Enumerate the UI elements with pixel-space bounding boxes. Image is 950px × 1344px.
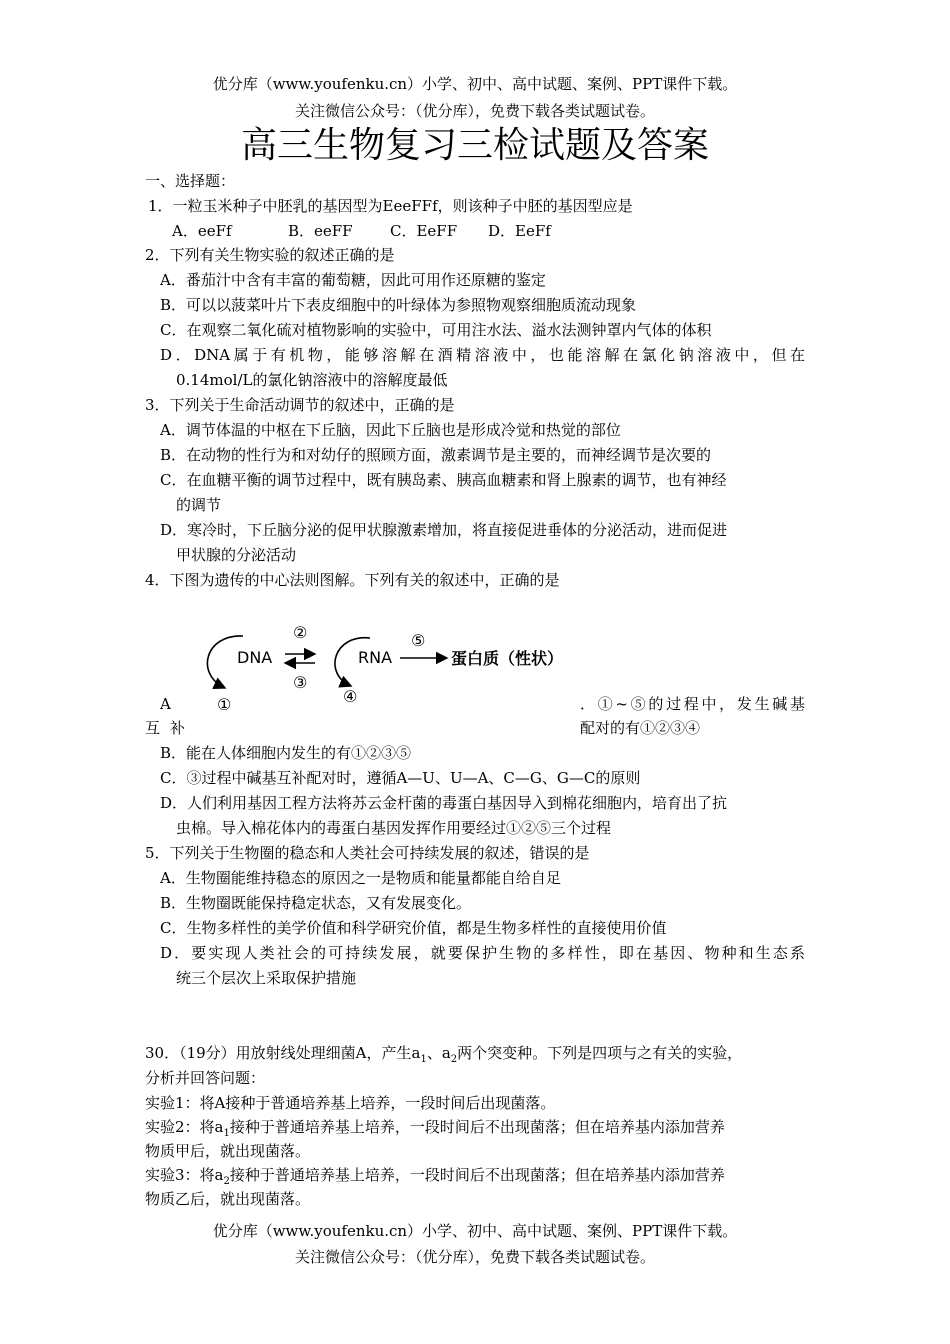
- section-heading: 一、选择题：: [145, 172, 236, 190]
- q3-option-c-line2: 的调节: [176, 496, 222, 514]
- q4-stem: 4．下图为遗传的中心法则图解。下列有关的叙述中，正确的是: [145, 571, 560, 589]
- q4-option-a-text-line2: 配对的有①②③④: [580, 719, 701, 737]
- q5-option-d-line2: 统三个层次上采取保护措施: [176, 969, 357, 987]
- q3-option-b: B．在动物的性行为和对幼仔的照顾方面，激素调节是主要的，而神经调节是次要的: [160, 446, 712, 464]
- q5-option-a: A．生物圈能维持稳态的原因之一是物质和能量都能自给自足: [160, 869, 561, 887]
- q2-option-d-line2: 0.14mol/L的氯化钠溶液中的溶解度最低: [176, 371, 448, 389]
- process-4-label: ④: [343, 687, 358, 706]
- q5-option-d-line1: D．要实现人类社会的可持续发展，就要保护生物的多样性，即在基因、物种和生态系: [160, 944, 805, 962]
- footer-line-2: 关注微信公众号：（优分库），免费下载各类试题试卷。: [294, 1248, 655, 1266]
- header-line-2: 关注微信公众号：（优分库），免费下载各类试题试卷。: [294, 102, 655, 120]
- header-line-1: 优分库（www.youfenku.cn）小学、初中、高中试题、案例、PPT课件下载。: [212, 75, 738, 93]
- dna-label: DNA: [237, 648, 273, 667]
- q2-option-c: C．在观察二氧化硫对植物影响的实验中，可用注水法、溢水法测钟罩内气体的体积: [160, 321, 712, 339]
- q3-option-c-line1: C．在血糖平衡的调节过程中，既有胰岛素、胰高血糖素和肾上腺素的调节，也有神经: [160, 471, 727, 489]
- q1-option-b: B．eeFF: [288, 222, 353, 240]
- q30-experiment-2: 实验2：将$a_1$接种于普通培养基上培养，一段时间后不出现菌落；但在培养基内添加营养: [145, 1118, 725, 1139]
- q30-experiment-1: 实验1：将A接种于普通培养基上培养，一段时间后出现菌落。: [145, 1094, 556, 1112]
- q2-option-b: B．可以以菠菜叶片下表皮细胞中的叶绿体为参照物观察细胞质流动现象: [160, 296, 637, 314]
- q3-option-a: A．调节体温的中枢在下丘脑，因此下丘脑也是形成冷觉和热觉的部位: [160, 421, 621, 439]
- q30-experiment-3-line2: 物质乙后，就出现菌落。: [145, 1190, 311, 1208]
- process-1-label: ①: [217, 695, 232, 714]
- q5-option-b: B．生物圈既能保持稳定状态，又有发展变化。: [160, 894, 472, 912]
- rna-label: RNA: [358, 648, 393, 667]
- q1-option-d: D．EeFf: [488, 222, 551, 240]
- q3-option-d-line2: 甲状腺的分泌活动: [176, 546, 297, 564]
- q30-stem: 30．（19分）用放射线处理细菌A，产生$a_1$、$a_2$两个突变种。下列是四项与之有关的实验，: [145, 1044, 743, 1065]
- q3-option-d-line1: D．寒冷时，下丘脑分泌的促甲状腺激素增加，将直接促进垂体的分泌活动，进而促进: [160, 521, 728, 539]
- q30-stem-line2: 分析并回答问题：: [145, 1069, 266, 1087]
- q4-option-a-text: ．①~⑤的过程中，发生碱基: [580, 695, 805, 713]
- page-title: 高三生物复习三检试题及答案: [240, 125, 709, 166]
- process-3-label: ③: [293, 673, 308, 692]
- q1-option-c: C．EeFF: [390, 222, 458, 240]
- q4-option-a-letter: A: [160, 695, 171, 713]
- q2-stem: 2．下列有关生物实验的叙述正确的是: [145, 246, 395, 264]
- q3-stem: 3．下列关于生命活动调节的叙述中，正确的是: [145, 396, 455, 414]
- q4-option-c: C．③过程中碱基互补配对时，遵循A—U、U—A、C—G、G—C的原则: [160, 769, 641, 787]
- q5-option-c: C．生物多样性的美学价值和科学研究价值，都是生物多样性的直接使用价值: [160, 919, 667, 937]
- q30-experiment-2-line2: 物质甲后，就出现菌落。: [145, 1142, 311, 1160]
- central-dogma-diagram: [195, 616, 575, 716]
- q4-option-a-continued: 互补: [145, 719, 185, 737]
- process-2-label: ②: [293, 623, 308, 642]
- q30-experiment-3: 实验3：将$a_2$接种于普通培养基上培养，一段时间后不出现菌落；但在培养基内添加营养: [145, 1166, 725, 1187]
- process-5-label: ⑤: [411, 631, 426, 650]
- q5-stem: 5．下列关于生物圈的稳态和人类社会可持续发展的叙述，错误的是: [145, 844, 590, 862]
- q2-option-a: A．番茄汁中含有丰富的葡萄糖，因此可用作还原糖的鉴定: [160, 271, 546, 289]
- q4-option-d-line1: D．人们利用基因工程方法将苏云金杆菌的毒蛋白基因导入到棉花细胞内，培育出了抗: [160, 794, 728, 812]
- footer-line-1: 优分库（www.youfenku.cn）小学、初中、高中试题、案例、PPT课件下载。: [212, 1222, 738, 1240]
- q4-option-b: B．能在人体细胞内发生的有①②③⑤: [160, 744, 412, 762]
- q4-option-d-line2: 虫棉。导入棉花体内的毒蛋白基因发挥作用要经过①②⑤三个过程: [176, 819, 612, 837]
- q2-option-d-line1: D．DNA属于有机物，能够溶解在酒精溶液中，也能溶解在氯化钠溶液中，但在: [160, 346, 805, 364]
- q1-option-a: A．eeFf: [172, 222, 232, 240]
- q1-stem: 1．一粒玉米种子中胚乳的基因型为EeeFFf，则该种子中胚的基因型应是: [148, 197, 633, 215]
- protein-label: 蛋白质（性状）: [451, 649, 564, 668]
